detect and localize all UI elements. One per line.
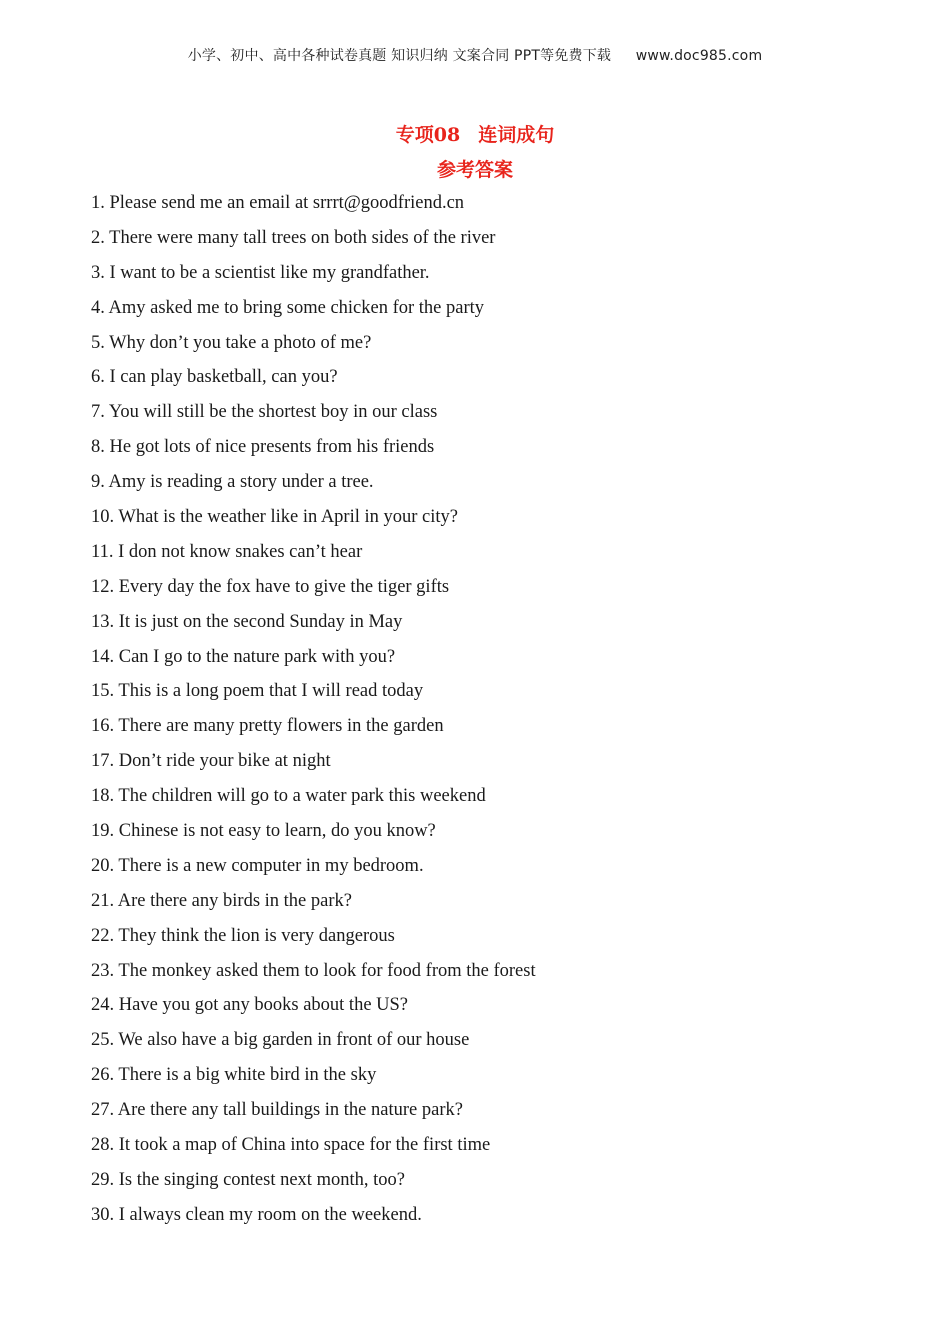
header-site-link[interactable]: www.doc985.com xyxy=(635,48,763,64)
answer-item: 20. There is a new computer in my bedroom. xyxy=(91,855,424,876)
answer-item: 29. Is the singing contest next month, too? xyxy=(91,1169,405,1190)
answer-item: 21. Are there any birds in the park? xyxy=(91,890,352,911)
header-text: 小学、初中、高中各种试卷真题 知识归纳 文案合同 PPT等免费下载 xyxy=(187,48,612,64)
answer-item: 12. Every day the fox have to give the tiger gifts xyxy=(91,576,450,597)
answer-item: 16. There are many pretty flowers in the garden xyxy=(91,716,444,737)
answer-item: 30. I always clean my room on the weekend. xyxy=(91,1204,422,1225)
answer-item: 15. This is a long poem that I will read today xyxy=(91,681,424,702)
title-label: 专项08 xyxy=(395,124,461,146)
answer-item: 28. It took a map of China into space for the first time xyxy=(91,1135,491,1156)
answer-item: 2. There were many tall trees on both sides of the river xyxy=(91,227,496,248)
page-subtitle: 参考答案 xyxy=(436,159,513,181)
answer-item: 6. I can play basketball, can you? xyxy=(91,367,338,388)
answer-item: 4. Amy asked me to bring some chicken for the party xyxy=(91,297,485,318)
answer-item: 17. Don’t ride your bike at night xyxy=(91,751,331,772)
answer-item: 25. We also have a big garden in front of our house xyxy=(91,1030,470,1051)
answer-list xyxy=(91,189,536,1236)
answer-item: 3. I want to be a scientist like my grandfather. xyxy=(91,262,430,283)
answer-item: 13. It is just on the second Sunday in May xyxy=(91,611,403,632)
answer-item: 19. Chinese is not easy to learn, do you know? xyxy=(91,821,436,842)
answer-item: 9. Amy is reading a story under a tree. xyxy=(91,472,374,493)
answer-item: 22. They think the lion is very dangerous xyxy=(91,925,395,946)
answer-item: 5. Why don’t you take a photo of me? xyxy=(91,332,372,353)
page-header xyxy=(0,45,950,65)
answer-item: 11. I don not know snakes can’t hear xyxy=(91,541,363,562)
answer-item: 24. Have you got any books about the US? xyxy=(91,995,409,1016)
answer-item: 1. Please send me an email at srrrt@goodfriend.cn xyxy=(91,193,465,213)
title-topic: 连词成句 xyxy=(478,124,555,146)
answer-item: 27. Are there any tall buildings in the nature park? xyxy=(91,1100,463,1121)
answer-item: 14. Can I go to the nature park with you? xyxy=(91,646,396,667)
answer-item: 26. There is a big white bird in the sky xyxy=(91,1065,377,1086)
answer-item: 18. The children will go to a water park this weekend xyxy=(91,786,486,807)
answer-item: 8. He got lots of nice presents from his friends xyxy=(91,437,435,458)
answer-item: 7. You will still be the shortest boy in our class xyxy=(91,402,438,423)
answer-item: 10. What is the weather like in April in your city? xyxy=(91,507,459,528)
page-title xyxy=(0,120,950,147)
answer-item: 23. The monkey asked them to look for food from the forest xyxy=(91,960,536,981)
